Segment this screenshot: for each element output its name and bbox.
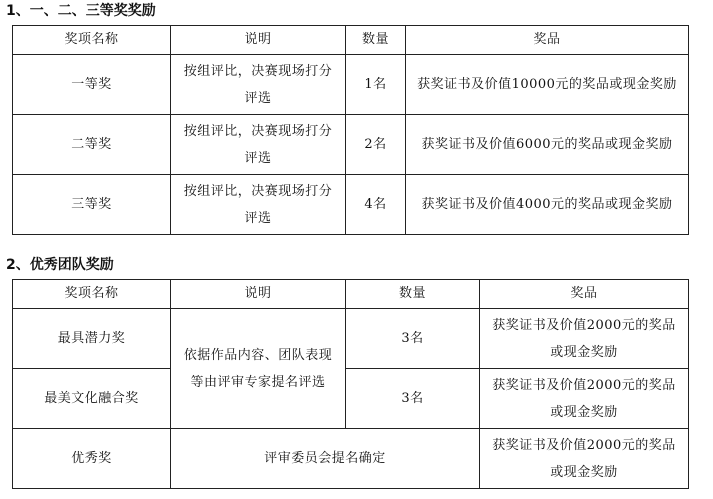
table-header-row [13,280,689,309]
table-row [13,309,689,369]
award-name: 二等奖 [13,115,171,175]
award-prize: 获奖证书及价值2000元的奖品或现金奖励 [480,369,689,429]
table-row [13,175,689,235]
award-prize: 获奖证书及价值10000元的奖品或现金奖励 [406,55,689,115]
award-name: 三等奖 [13,175,171,235]
table-row [13,55,689,115]
section-1-title: 1、一、二、三等奖奖励 [6,3,156,19]
award-description: 评审委员会提名确定 [171,429,480,489]
header-quantity: 数量 [346,280,480,309]
table-row [13,429,689,489]
table-row [13,369,689,429]
table-row [13,115,689,175]
award-name: 最具潜力奖 [13,309,171,369]
award-quantity: 3名 [346,369,480,429]
table-header-row [13,26,689,55]
award-description: 按组评比，决赛现场打分评选 [171,115,346,175]
header-description: 说明 [171,26,346,55]
award-prize: 获奖证书及价值6000元的奖品或现金奖励 [406,115,689,175]
section-2-title: 2、优秀团队奖励 [6,257,114,273]
award-prize: 获奖证书及价值2000元的奖品或现金奖励 [480,309,689,369]
header-award-name: 奖项名称 [13,280,171,309]
header-award-name: 奖项名称 [13,26,171,55]
award-quantity: 4名 [346,175,406,235]
header-prize: 奖品 [480,280,689,309]
award-quantity: 3名 [346,309,480,369]
award-table-1 [12,25,689,235]
shared-award-description: 依据作品内容、团队表现等由评审专家提名评选 [171,309,346,429]
header-prize: 奖品 [406,26,689,55]
award-name: 优秀奖 [13,429,171,489]
award-description: 按组评比，决赛现场打分评选 [171,175,346,235]
award-quantity: 1名 [346,55,406,115]
award-name: 一等奖 [13,55,171,115]
award-quantity: 2名 [346,115,406,175]
award-name: 最美文化融合奖 [13,369,171,429]
header-quantity: 数量 [346,26,406,55]
header-description: 说明 [171,280,346,309]
award-description: 按组评比，决赛现场打分评选 [171,55,346,115]
award-prize: 获奖证书及价值4000元的奖品或现金奖励 [406,175,689,235]
award-table-2 [12,279,689,489]
award-prize: 获奖证书及价值2000元的奖品或现金奖励 [480,429,689,489]
